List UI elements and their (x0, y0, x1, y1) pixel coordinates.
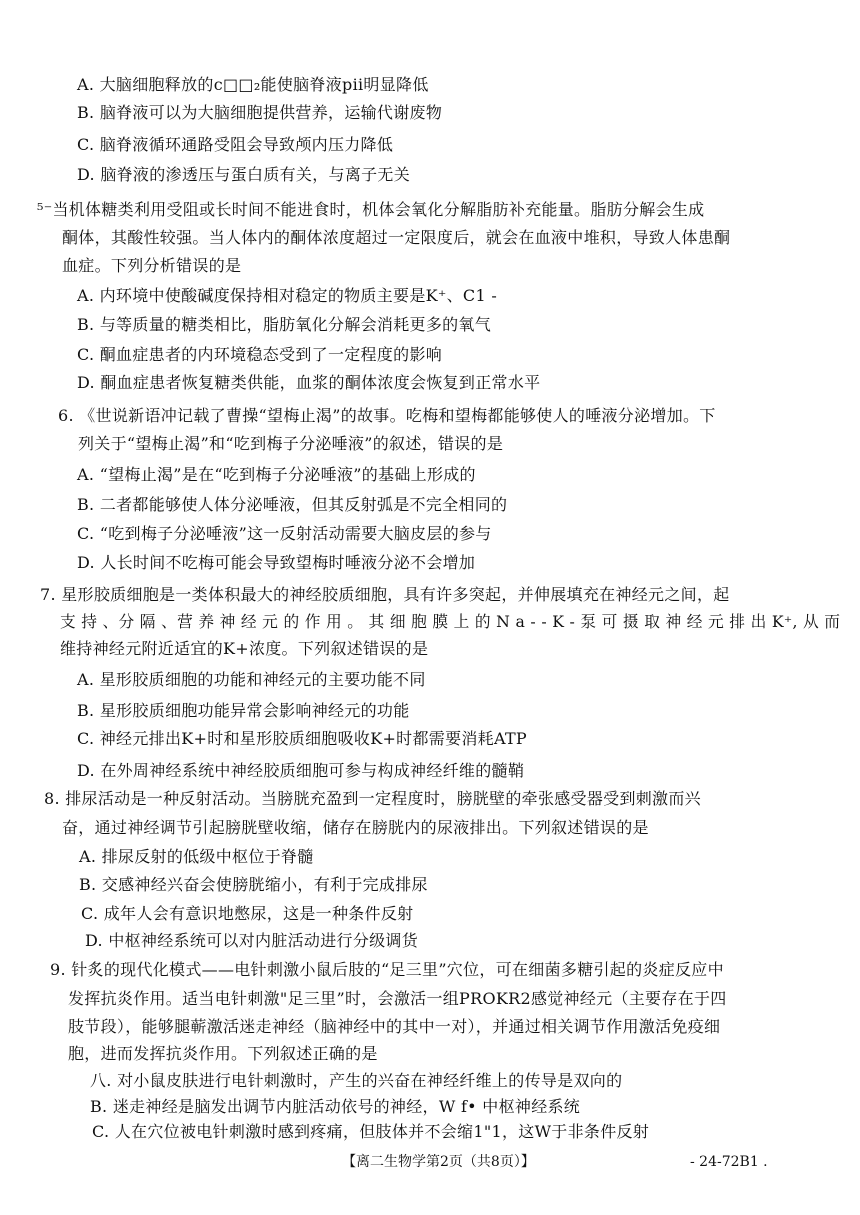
q7-option-a: A. 星形胶质细胞的功能和神经元的主要功能不同 (77, 670, 426, 689)
q7-option-b: B. 星形胶质细胞功能异常会影响神经元的功能 (77, 701, 410, 720)
q6-stem-line-1: 6. 《世说新语冲记载了曹操“望梅止渴”的故事。吃梅和望梅都能够使人的唾液分泌增加。下 (58, 406, 716, 425)
q4-option-c: C. 脑脊液循环通路受阻会导致颅内压力降低 (77, 135, 394, 154)
q8-option-c: C. 成年人会有意识地憋尿，这是一种条件反射 (81, 904, 414, 923)
q8-option-d: D. 中枢神经系统可以对内脏活动进行分级调货 (85, 931, 419, 950)
q6-option-b: B. 二者都能够使人体分泌唾液，但其反射弧是不完全相同的 (77, 495, 508, 514)
q5-option-b: B. 与等质量的糖类相比，脂肪氧化分解会消耗更多的氧气 (77, 315, 492, 334)
q8-option-a: A. 排尿反射的低级中枢位于脊髓 (79, 847, 314, 866)
q9-option-b: B. 迷走神经是脑发出调节内脏活动依号的神经，W f• 中枢神经系统 (90, 1097, 581, 1116)
q8-option-b: B. 交感神经兴奋会使膀胱缩小，有利于完成排尿 (79, 875, 428, 894)
q9-stem-line-4: 胞，进而发挥抗炎作用。下列叙述正确的是 (68, 1044, 378, 1063)
q5-stem-line-3: 血症。下列分析错误的是 (62, 256, 242, 275)
q6-stem-line-2: 列关于“望梅止渴”和“吃到梅子分泌唾液”的叙述，错误的是 (78, 434, 504, 453)
q9-option-c: C. 人在穴位被电针刺激时感到疼痛，但肢体并不会缩1"1，这W于非条件反射 (92, 1122, 650, 1141)
q4-option-a: A. 大脑细胞释放的c□□₂能使脑脊液pii明显降低 (77, 75, 429, 94)
q5-option-d: D. 酮血症患者恢复糖类供能，血浆的酮体浓度会恢复到正常水平 (77, 373, 541, 392)
q5-stem-line-1: ⁵⁻当机体糖类利用受阻或长时间不能进食时，机体会氧化分解脂肪补充能量。脂肪分解会生成 (37, 200, 705, 219)
q7-option-c: C. 神经元排出K+时和星形胶质细胞吸收K+时都需要消耗ATP (77, 729, 527, 748)
q9-stem-line-2: 发挥抗炎作用。适当电针刺激"足三里”时，会激活一组PROKR2感觉神经元（主要存在于四 (68, 989, 727, 1008)
q6-option-a: A. “望梅止渴”是在“吃到梅子分泌唾液”的基础上形成的 (77, 465, 476, 484)
page-footer-label: 【离二生物学第2页（共8页）】 (342, 1154, 535, 1170)
page-footer-code: - 24-72B1 . (690, 1154, 768, 1170)
q8-stem-line-2: 奋，通过神经调节引起膀胱壁收缩，储存在膀胱内的尿液排出。下列叙述错误的是 (62, 818, 649, 837)
q4-option-b: B. 脑脊液可以为大脑细胞提供营养，运输代谢废物 (77, 103, 443, 122)
q9-option-a: 八. 对小鼠皮肤进行电针刺激时，产生的兴奋在神经纤维上的传导是双向的 (90, 1071, 623, 1090)
q7-stem-line-1: 7. 星形胶质细胞是一类体积最大的神经胶质细胞，具有许多突起，并伸展填充在神经元之间，起 (40, 585, 730, 604)
q9-stem-line-3: 肢节段），能够腿蕲激活迷走神经（脑神经中的其中一对），并通过相关调节作用激活免疫细 (68, 1017, 721, 1036)
q8-stem-line-1: 8. 排尿活动是一种反射活动。当膀胱充盈到一定程度时，膀胱壁的牵张感受器受到刺激而兴 (44, 789, 701, 808)
q7-stem-line-2: 支 持 、分 隔 、营 养 神 经 元 的 作 用 。 其 细 胞 膜 上 的 N a - - K - 泵 可 摄 取 神 经 元 排 出 K⁺, 从 而 (60, 612, 841, 631)
q7-option-d: D. 在外周神经系统中神经胶质细胞可参与构成神经纤维的髓鞘 (77, 761, 525, 780)
q5-option-a: A. 内环境中使酸碱度保持相对稳定的物质主要是K⁺、C1 - (77, 286, 498, 305)
q9-stem-line-1: 9. 针炙的现代化模式——电针刺激小鼠后肢的“足三里”穴位，可在细菌多糖引起的炎症反应中 (50, 960, 724, 979)
q4-option-d: D. 脑脊液的渗透压与蛋白质有关，与离子无关 (77, 165, 411, 184)
q7-stem-line-3: 维持神经元附近适宜的K+浓度。下列叙述错误的是 (60, 639, 429, 658)
q6-option-d: D. 人长时间不吃梅可能会导致望梅时唾液分泌不会增加 (77, 553, 476, 572)
q5-option-c: C. 酮血症患者的内环境稳态受到了一定程度的影响 (77, 345, 443, 364)
q6-option-c: C. “吃到梅子分泌唾液”这一反射活动需要大脑皮层的参与 (77, 524, 492, 543)
q5-stem-line-2: 酮体，其酸性较强。当人体内的酮体浓度超过一定限度后，就会在血液中堆积，导致人体患酮 (62, 228, 731, 247)
